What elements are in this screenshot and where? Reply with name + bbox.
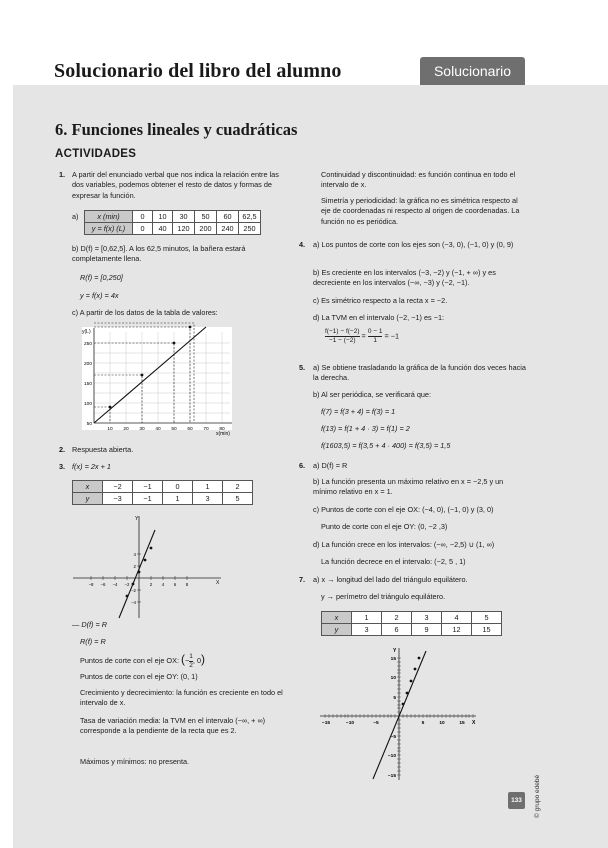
fraction-denominator: −1 − (−2) — [328, 337, 356, 344]
ex3-function-line — [119, 530, 155, 618]
table-cell: −1 — [133, 493, 163, 505]
ex1-formula: y = f(x) = 4x — [80, 291, 119, 300]
tick-label: −5 — [373, 721, 379, 726]
fraction-numerator: 0 − 1 — [367, 328, 383, 335]
ex7-number: 7. — [299, 575, 306, 584]
tick-label: 20 — [123, 427, 129, 432]
ex1-a-label: a) — [72, 212, 79, 221]
ex1-number: 1. — [59, 170, 66, 179]
table-header-x: x — [73, 481, 103, 493]
table-cell: 62,5 — [239, 211, 261, 223]
table-cell: −2 — [103, 481, 133, 493]
table-cell: 200 — [195, 223, 217, 235]
ex2-number: 2. — [59, 445, 66, 454]
ex3-xlabel: X — [216, 580, 220, 586]
symmetry-text: Simetría y periodicidad: la gráfica no es simétrica respecto al eje de coordenadas ni respecto al origen de coordenadas. La función no es periódica. — [321, 196, 520, 226]
table-cell: 120 — [173, 223, 195, 235]
tick-label: −15 — [387, 774, 396, 779]
ex6-d2: La función decrece en el intervalo: (−2, 5 , 1) — [321, 557, 466, 566]
ex2-text: Respuesta abierta. — [72, 445, 134, 454]
ex5-eq1: f(7) = f(3 + 4) = f(3) = 1 — [321, 407, 396, 416]
ex6-d: d) La función crece en los intervalos: (−∞, −2,5) ∪ (1, ∞) — [313, 540, 495, 549]
table-header-x: x (min) — [85, 211, 133, 223]
table-cell: 6 — [382, 624, 412, 636]
table-cell: 50 — [195, 211, 217, 223]
tick-label: −2 — [124, 582, 130, 587]
ex1-c-text: c) A partir de los datos de la tabla de valores: — [72, 308, 218, 317]
ex6-number: 6. — [299, 461, 306, 470]
table-cell: 240 — [217, 223, 239, 235]
table-header-y: y = f(x) (L) — [85, 223, 133, 235]
ex3-value-table — [72, 480, 253, 505]
tick-label: 15 — [459, 721, 465, 726]
table-cell: 1 — [352, 612, 382, 624]
ex3-function: f(x) = 2x + 1 — [72, 462, 111, 471]
book-title: Solucionario del libro del alumno — [54, 60, 342, 82]
table-row — [73, 481, 253, 493]
ex1-b-text: b) D(f) = [0,62,5]. A los 62,5 minutos, la bañera estará completamente llena. — [72, 244, 246, 264]
fraction-denominator: 2 — [189, 661, 193, 669]
tick-label: 200 — [83, 362, 92, 367]
table-cell: 0 — [133, 211, 153, 223]
tick-label: 60 — [187, 427, 193, 432]
tick-label: 80 — [219, 427, 225, 432]
tick-label: 15 — [390, 657, 396, 662]
tick-label: 150 — [83, 382, 92, 387]
tick-label: 10 — [390, 676, 396, 681]
tick-label: −2 — [130, 588, 136, 593]
ex4-c: c) Es simétrico respecto a la recta x = −2. — [313, 296, 448, 305]
table-row — [85, 211, 261, 223]
fraction — [325, 328, 360, 345]
ex3-range: R(f) = R — [80, 637, 106, 646]
tick-label: 100 — [83, 402, 92, 407]
ex5-b: b) Al ser periódica, se verificará que: — [313, 390, 432, 399]
table-row — [322, 612, 502, 624]
ex7-a2: y → perímetro del triángulo equilátero. — [321, 592, 446, 601]
table-cell: 1 — [163, 493, 193, 505]
ex1-xlabel: x(min) — [216, 431, 230, 437]
tick-label: 50 — [86, 422, 92, 427]
activities-heading: ACTIVIDADES — [55, 148, 137, 160]
table-cell: 3 — [193, 493, 223, 505]
table-cell: 15 — [472, 624, 502, 636]
tick-label: 2 — [149, 582, 153, 587]
ex7-xticks — [322, 720, 465, 726]
table-cell: −1 — [133, 481, 163, 493]
ex4-number: 4. — [299, 240, 306, 249]
ex1-range: R(f) = [0,250] — [80, 273, 123, 282]
tick-label: −6 — [100, 582, 106, 587]
ex6-b: b) La función presenta un máximo relativo en x = −2,5 y un mínimo relativo en x = 1. — [313, 477, 504, 497]
solucionario-tab[interactable]: Solucionario — [420, 57, 525, 85]
ex6-c2: Punto de corte con el eje OY: (0, −2 ,3) — [321, 522, 448, 531]
ex1-ylabel: y(L) — [82, 329, 91, 335]
table-cell: 9 — [412, 624, 442, 636]
table-row — [85, 223, 261, 235]
tick-label: 10 — [439, 721, 445, 726]
table-cell: 0 — [133, 223, 153, 235]
tick-label: −8 — [88, 582, 94, 587]
ex7-ylabel: Y — [393, 648, 397, 654]
fraction-numerator: f(−1) − f(−2) — [325, 328, 360, 335]
tick-label: 40 — [155, 427, 161, 432]
ex7-graph — [316, 643, 480, 783]
fraction — [368, 328, 383, 345]
tick-label: 50 — [171, 427, 177, 432]
table-cell: 5 — [223, 493, 253, 505]
table-cell: 3 — [352, 624, 382, 636]
fraction-numerator: 1 — [189, 652, 193, 660]
ex3-ox-tail: , 0 — [192, 656, 202, 665]
tick-label: 30 — [139, 427, 145, 432]
copyright: © grupo edebé — [534, 774, 541, 818]
tick-label: −4 — [112, 582, 118, 587]
ex7-a: a) x → longitud del lado del triángulo equilátero. — [313, 575, 468, 584]
ex7-points — [402, 657, 421, 706]
tick-label: 6 — [173, 582, 177, 587]
table-cell: 3 — [412, 612, 442, 624]
table-cell: 12 — [442, 624, 472, 636]
ex3-graph — [70, 512, 226, 620]
ex5-eq3: f(1603,5) = f(3,5 + 4 · 400) = f(3,5) = 1,5 — [321, 441, 451, 450]
table-header-y: y — [322, 624, 352, 636]
ex5-eq2: f(13) = f(1 + 4 · 3) = f(1) = 2 — [321, 424, 410, 433]
ex1-value-table — [84, 210, 261, 235]
table-header-x: x — [322, 612, 352, 624]
table-cell: 4 — [442, 612, 472, 624]
ex3-ox-prefix: Puntos de corte con el eje OX: — [80, 656, 179, 665]
table-cell: 2 — [223, 481, 253, 493]
tick-label: 10 — [107, 427, 113, 432]
table-cell: 30 — [173, 211, 195, 223]
tick-label: −5 — [390, 735, 396, 740]
tick-label: −15 — [321, 721, 331, 726]
ex3-maxmin: Máximos y mínimos: no presenta. — [80, 757, 190, 766]
table-cell: 1 — [193, 481, 223, 493]
ex4-tvm-calc: $\frac{f(-1) - f(-2)}{-1 - (-2)}$ = $\frac{0 - 1}{1}$ = −1 — [325, 328, 400, 344]
ex6-a: a) D(f) = R — [313, 461, 348, 470]
fraction-denominator: 1 — [373, 337, 377, 344]
table-cell: 5 — [472, 612, 502, 624]
tick-label: 4 — [161, 582, 165, 587]
ex3-tvm: Tasa de variación media: la TVM en el intervalo (−∞, + ∞) corresponde a la pendiente de la recta que es 2. — [80, 716, 266, 736]
continuity-text: Continuidad y discontinuidad: es función continua en todo el intervalo de x. — [321, 170, 516, 190]
table-header-y: y — [73, 493, 103, 505]
section-title: 6. Funciones lineales y cuadráticas — [55, 120, 298, 139]
page-number: 133 — [508, 792, 525, 809]
ex4-d: d) La TVM en el intervalo (−2, −1) es −1: — [313, 313, 445, 322]
tick-label: −10 — [345, 721, 355, 726]
ex3-ylabel: Y — [135, 516, 139, 522]
ex6-c: c) Puntos de corte con el eje OX: (−4, 0), (−1, 0) y (3, 0) — [313, 505, 494, 514]
tick-label: 250 — [83, 342, 92, 347]
tick-label: −10 — [387, 754, 396, 759]
table-cell: −3 — [103, 493, 133, 505]
tick-label: 70 — [203, 427, 209, 432]
table-row — [322, 624, 502, 636]
ex4-tvm-result: = −1 — [384, 331, 400, 341]
ex3-number: 3. — [59, 462, 66, 471]
table-cell: 60 — [217, 211, 239, 223]
table-cell: 0 — [163, 481, 193, 493]
ex5-a: a) Se obtiene trasladando la gráfica de la función dos veces hacia la derecha. — [313, 363, 526, 383]
ex4-b: b) Es creciente en los intervalos (−3, −2) y (−1, + ∞) y es decreciente en los intervalos (−∞, −3) y (−2, −1). — [313, 268, 496, 288]
ex3-domain: — D(f) = R — [72, 620, 108, 629]
ex1-intro: A partir del enunciado verbal que nos indica la relación entre las dos variables, podemos obtener el resto de datos y formas de expresar la función. — [72, 170, 279, 200]
table-cell: 250 — [239, 223, 261, 235]
table-cell: 40 — [153, 223, 173, 235]
tick-label: 2 — [133, 564, 136, 569]
ex3-oy-intercept: Puntos de corte con el eje OY: (0, 1) — [80, 672, 198, 681]
ex3-growth: Crecimiento y decrecimiento: la función es creciente en todo el intervalo de x. — [80, 688, 283, 708]
ex3-ox-intercept: Puntos de corte con el eje OX: (− $\frac{1}{2}$ , 0) — [80, 652, 206, 669]
ex4-a: a) Los puntos de corte con los ejes son (−3, 0), (−1, 0) y (0, 9) — [313, 240, 514, 249]
tick-label: −4 — [130, 600, 136, 605]
table-cell: 2 — [382, 612, 412, 624]
tick-label: 8 — [185, 582, 189, 587]
tick-label: 4 — [133, 552, 136, 557]
ex1-graph — [74, 322, 246, 438]
table-row — [73, 493, 253, 505]
tick-label: 5 — [421, 721, 425, 726]
tick-label: 5 — [393, 696, 396, 701]
ex7-value-table — [321, 611, 502, 636]
ex7-xlabel: X — [472, 720, 476, 726]
table-cell: 10 — [153, 211, 173, 223]
ex5-number: 5. — [299, 363, 306, 372]
